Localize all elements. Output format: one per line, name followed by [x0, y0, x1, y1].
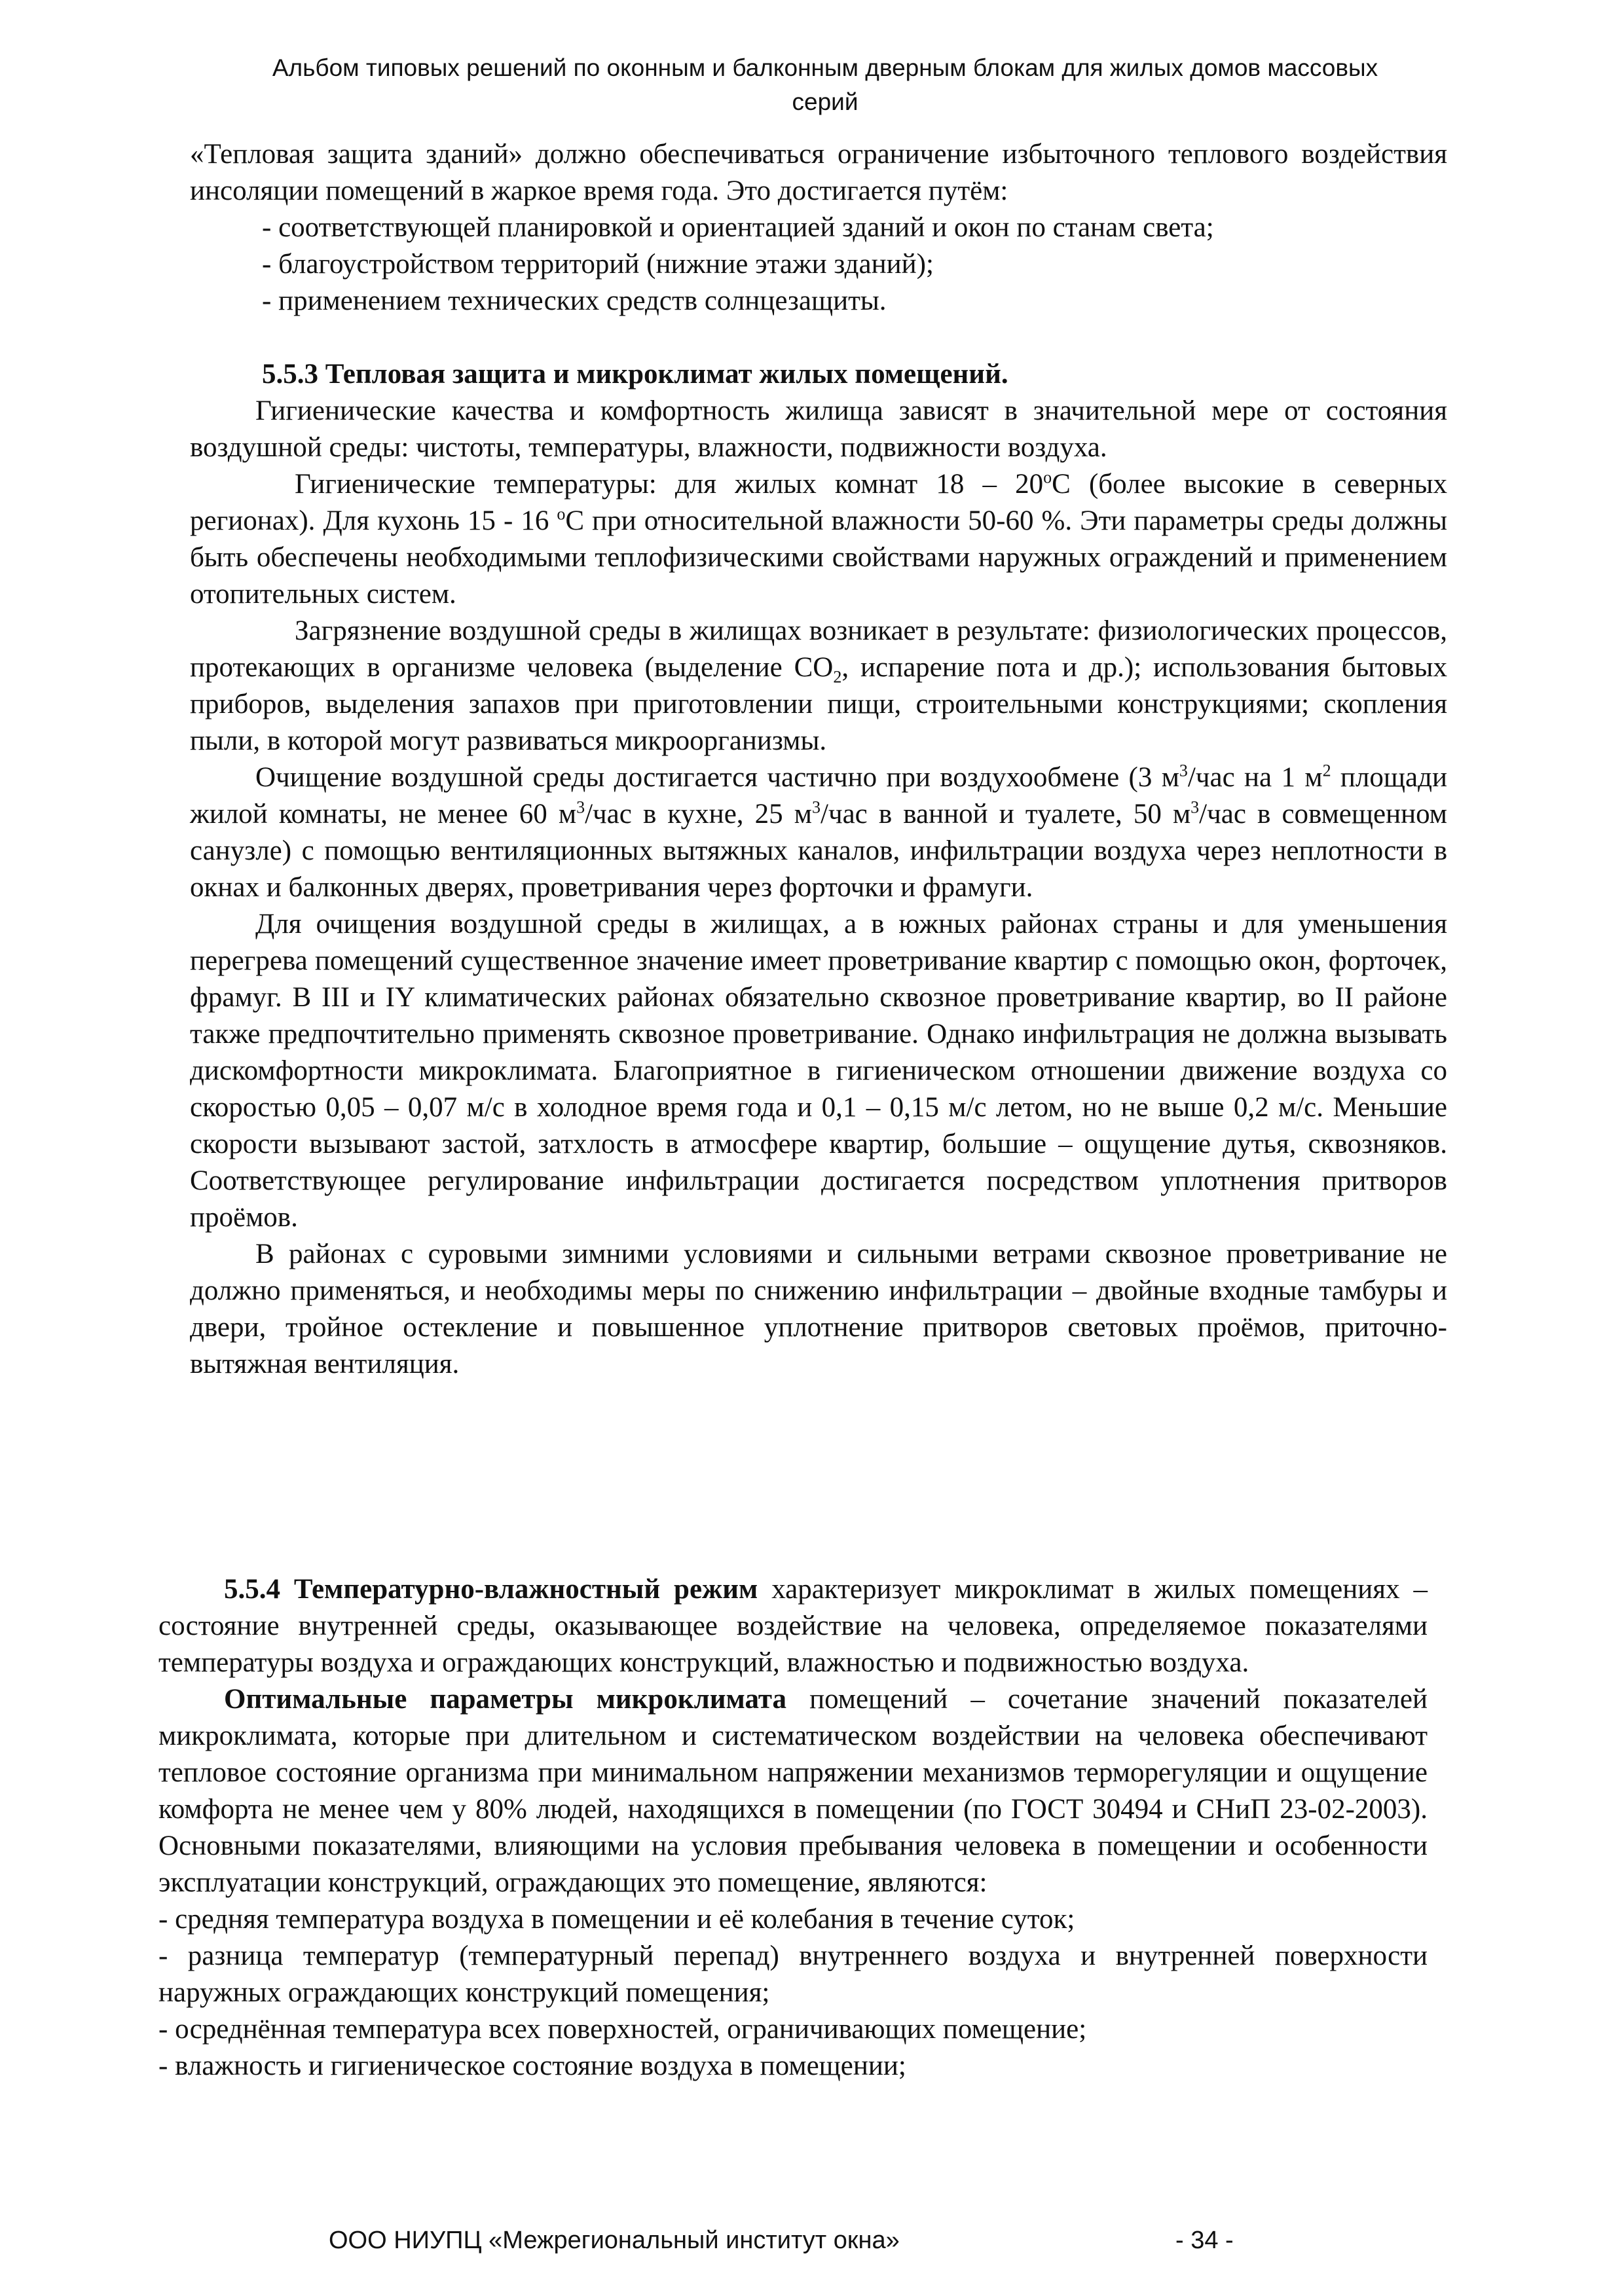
intro-paragraph: «Тепловая защита зданий» должно обеспечиваться ограничение избыточного теплового воздействия инсоляции помещений в жаркое время года. Это достигается путём:: [190, 139, 1447, 206]
section-heading-554: 5.5.4 Температурно-влажностный режим: [224, 1574, 758, 1605]
list-item: - влажность и гигиеническое состояние воздуха в помещении;: [158, 2050, 906, 2081]
paragraph: Для очищения воздушной среды в жилищах, а в южных районах страны и для уменьшения перегрева помещений существенное значение имеет проветривание квартир с помощью окон, форточек, фрамуг. В III и IY климатических районах обязательно сквозное проветривание квартир, во II районе также предпочтительно применять сквозное проветривание. Однако инфильтрация не должна вызывать дискомфортности микроклимата. Благоприятное в гигиеническом отношении движение воздуха со скоростью 0,05 – 0,07 м/с в холодное время года и 0,1 – 0,15 м/с летом, но не выше 0,2 м/с. Меньшие скорости вызывают застой, затхлость в атмосфере квартир, большие – ощущение дутья, сквозняков. Соответствующее регулирование инфильтрации достигается посредством уплотнения притворов проёмов.: [190, 909, 1447, 1233]
list-item: - разница температур (температурный перепад) внутреннего воздуха и внутренней поверхности наружных ограждающих конструкций помещения;: [158, 1941, 1428, 2008]
list-item: - средняя температура воздуха в помещении и её колебания в течение суток;: [158, 1904, 1075, 1935]
paragraph: Гигиенические температуры: для жилых комнат 18 – 20$^o$С (более высокие в северных регионах). Для кухонь 15 - 16 $^o$С при относительной влажности 50-60 %. Эти параметры среды должны быть обеспечены необходимыми теплофизическими свойствами наружных ограждений и применением отопительных систем.: [190, 467, 1447, 610]
section-heading-553: 5.5.3 Тепловая защита и микроклимат жилых помещений.: [262, 359, 1008, 390]
page-number: - 34 -: [1175, 2227, 1234, 2254]
header-line-2: серий: [792, 88, 858, 115]
list-item: - благоустройством территорий (нижние этажи зданий);: [262, 249, 934, 280]
list-item: - соответствующей планировкой и ориентацией зданий и окон по станам света;: [262, 212, 1214, 243]
paragraph: В районах с суровыми зимними условиями и сильными ветрами сквозное проветривание не должно применяться, и необходимы меры по снижению инфильтрации – двойные входные тамбуры и двери, тройное остекление и повышенное уплотнение притворов световых проёмов, приточно-вытяжная вентиляция.: [190, 1239, 1447, 1379]
paragraph: 5.5.4 Температурно-влажностный режим характеризует микроклимат в жилых помещениях – состояние внутренней среды, оказывающее воздействие на человека, определяемое показателями температуры воздуха и ограждающих конструкций, влажностью и подвижностью воздуха.: [158, 1574, 1428, 1678]
document-body: [190, 136, 1447, 1383]
term-optimal-parameters: Оптимальные параметры микроклимата: [224, 1684, 787, 1715]
header-line-1: Альбом типовых решений по оконным и балконным дверным блокам для жилых домов массовых: [272, 54, 1378, 81]
list-item: - осреднённая температура всех поверхностей, ограничивающих помещение;: [158, 2014, 1087, 2045]
paragraph: Оптимальные параметры микроклимата помещений – сочетание значений показателей микроклимата, которые при длительном и систематическом воздействии на человека обеспечивают тепловое состояние организма при минимальном напряжении механизмов терморегуляции и ощущение комфорта не менее чем у 80% людей, находящихся в помещении (по ГОСТ 30494 и СНиП 23-02-2003). Основными показателями, влияющими на условия пребывания человека в помещении и особенности эксплуатации конструкций, ограждающих это помещение, являются:: [158, 1684, 1428, 1898]
page-header: [170, 51, 1480, 119]
section-554: [158, 1571, 1428, 2085]
paragraph: Гигиенические качества и комфортность жилища зависят в значительной мере от состояния воздушной среды: чистоты, температуры, влажности, подвижности воздуха.: [190, 395, 1447, 463]
paragraph: Загрязнение воздушной среды в жилищах возникает в результате: физиологических процессов, протекающих в организме человека (выделение $СО_2$, испарение пота и др.); использования бытовых приборов, выделения запахов при приготовлении пищи, строительными конструкциями; скопления пыли, в которой могут развиваться микроорганизмы.: [190, 615, 1447, 756]
footer-organization: ООО НИУПЦ «Межрегиональный институт окна»: [329, 2227, 900, 2254]
list-item: - применением технических средств солнцезащиты.: [262, 285, 887, 316]
paragraph: Очищение воздушной среды достигается частично при воздухообмене (3 $м^3$/час на 1 $м^2$ площади жилой комнаты, не менее 60 $м^3$/час в кухне, 25 $м^3$/час в ванной и туалете, 50 $м^3$/час в совмещенном санузле) с помощью вентиляционных вытяжных каналов, инфильтрации воздуха через неплотности в окнах и балконных дверях, проветривания через форточки и фрамуги.: [190, 761, 1448, 903]
